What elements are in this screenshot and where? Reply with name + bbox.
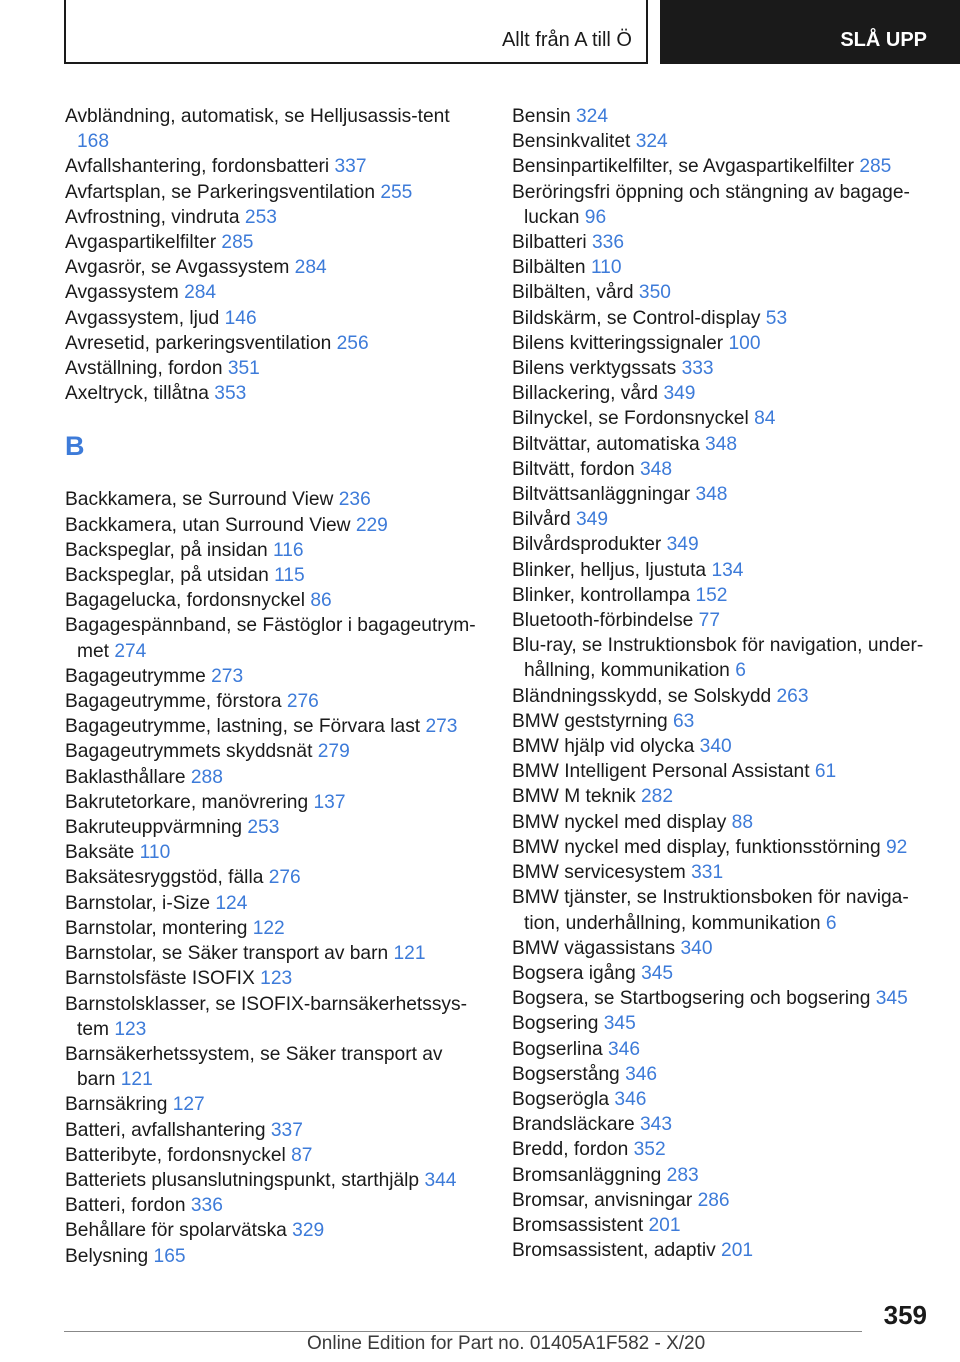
index-entry bbox=[65, 992, 485, 1042]
index-entry-text: Avfrostning, vindruta bbox=[65, 206, 245, 228]
index-entry bbox=[65, 966, 485, 991]
index-entry bbox=[512, 759, 932, 784]
index-entry bbox=[512, 180, 932, 230]
index-entry-text: Batteriets plusanslutningspunkt, starthjälp bbox=[65, 1169, 425, 1191]
page-reference-link[interactable]: 346 bbox=[625, 1063, 658, 1085]
page-reference-link[interactable]: 276 bbox=[268, 867, 301, 889]
index-entry-text: Bromsanläggning bbox=[512, 1164, 667, 1186]
index-entry bbox=[65, 840, 485, 865]
index-entry bbox=[512, 230, 932, 255]
index-entry bbox=[512, 633, 932, 683]
index-entry-text: Barnstolsklasser, se ISOFIX-barnsäkerhetssys-tem bbox=[65, 993, 468, 1040]
index-entry bbox=[65, 765, 485, 790]
index-entry bbox=[65, 180, 485, 205]
page-reference-link[interactable]: 346 bbox=[614, 1088, 647, 1110]
page-reference-link[interactable]: 351 bbox=[227, 358, 260, 380]
page-reference-link[interactable]: 324 bbox=[635, 131, 668, 153]
page-reference-link[interactable]: 263 bbox=[776, 685, 809, 707]
index-entry-text: BMW hjälp vid olycka bbox=[512, 736, 700, 758]
index-entry-text: Biltvätt, fordon bbox=[512, 458, 640, 480]
index-entry bbox=[512, 306, 932, 331]
index-entry bbox=[65, 941, 485, 966]
index-entry-text: Bensin bbox=[512, 106, 576, 127]
page-reference-link[interactable]: 340 bbox=[680, 937, 713, 959]
page-reference-link[interactable]: 336 bbox=[591, 232, 624, 254]
index-entry-text: Avgassystem, ljud bbox=[65, 307, 225, 329]
page-reference-link[interactable]: 340 bbox=[699, 736, 732, 758]
index-entry-text: Backkamera, utan Surround View bbox=[65, 514, 356, 536]
page-reference-link[interactable]: 229 bbox=[355, 514, 388, 536]
index-entry bbox=[65, 538, 485, 563]
index-entry-text: Bakruteuppvärmning bbox=[65, 817, 248, 839]
index-entry bbox=[65, 1042, 485, 1092]
index-entry bbox=[512, 129, 932, 154]
index-entry-text: Avfartsplan, se Parkeringsventilation bbox=[65, 181, 381, 203]
index-entry bbox=[512, 280, 932, 305]
index-entry-text: Avgaspartikelfilter bbox=[65, 232, 222, 254]
index-entry-text: Bilens verktygssats bbox=[512, 358, 682, 380]
index-entry-text: Avbländning, automatisk, se Helljusassis-tent bbox=[65, 106, 450, 127]
index-entry bbox=[65, 1143, 485, 1168]
page-reference-link[interactable]: 110 bbox=[590, 257, 622, 279]
page-reference-link[interactable]: 344 bbox=[424, 1169, 457, 1191]
index-entry-text: Barnstolar, se Säker transport av barn bbox=[65, 943, 394, 965]
index-a-to-o-link[interactable]: Allt från A till Ö bbox=[501, 29, 632, 51]
index-entry bbox=[512, 885, 932, 935]
index-entry bbox=[512, 784, 932, 809]
page-reference-link[interactable]: 84 bbox=[754, 408, 776, 430]
page-reference-link[interactable]: 53 bbox=[765, 307, 788, 329]
index-entry-text: Bilbatteri bbox=[512, 232, 592, 254]
page-reference-link[interactable]: 353 bbox=[214, 383, 247, 405]
index-entry bbox=[512, 154, 932, 179]
index-entry-text: Bilnyckel, se Fordonsnyckel bbox=[512, 408, 755, 430]
index-entry bbox=[65, 1168, 485, 1193]
index-entry bbox=[512, 709, 932, 734]
footer-edition-text: Online Edition for Part no. 01405A1F582 - X/20 bbox=[307, 1333, 706, 1354]
index-entry bbox=[65, 1244, 485, 1269]
page-reference-link[interactable]: 201 bbox=[648, 1214, 681, 1236]
index-entry-text: Avställning, fordon bbox=[65, 358, 228, 380]
page-reference-link[interactable]: 253 bbox=[247, 817, 280, 839]
index-entry bbox=[512, 507, 932, 532]
index-entry bbox=[512, 1062, 932, 1087]
index-entry-text: Bagageutrymme, lastning, se Förvara last bbox=[65, 716, 426, 738]
index-entry bbox=[512, 482, 932, 507]
page-reference-link[interactable]: 331 bbox=[691, 862, 724, 884]
page-reference-link[interactable]: 273 bbox=[211, 665, 244, 687]
index-entry-text: Bogserögla bbox=[512, 1088, 615, 1110]
index-entry-text: Bromsassistent bbox=[512, 1214, 649, 1236]
index-entry-text: Barnsäkerhetssystem, se Säker transport av barn bbox=[65, 1043, 443, 1091]
index-entry bbox=[512, 961, 932, 986]
index-entry-text: Barnstolsfäste ISOFIX bbox=[65, 968, 261, 990]
page-reference-link[interactable]: 349 bbox=[575, 509, 608, 531]
index-entry-text: Biltvättsanläggningar bbox=[512, 484, 696, 506]
page-reference-link[interactable]: 165 bbox=[153, 1245, 186, 1267]
page-reference-link[interactable]: 279 bbox=[317, 741, 350, 763]
index-entry-text: Bogsering bbox=[512, 1013, 604, 1035]
index-entry bbox=[512, 1037, 932, 1062]
index-entry-text: Bogsera igång bbox=[512, 962, 642, 984]
index-entry bbox=[65, 331, 485, 356]
page-reference-link[interactable]: 329 bbox=[292, 1220, 325, 1242]
index-entry-text: BMW M teknik bbox=[512, 786, 641, 808]
index-column-left bbox=[65, 104, 485, 1269]
index-entry bbox=[65, 664, 485, 689]
index-entry-text: Bensinpartikelfilter, se Avgaspartikelfilter bbox=[512, 156, 860, 178]
lookup-button[interactable] bbox=[660, 0, 960, 64]
index-entry-text: Bensinkvalitet bbox=[512, 131, 636, 153]
index-entry bbox=[65, 563, 485, 588]
index-entry-text: Bromsassistent, adaptiv bbox=[512, 1240, 722, 1262]
index-entry bbox=[512, 1163, 932, 1188]
page-reference-link[interactable]: 255 bbox=[380, 181, 413, 203]
index-entry-text: Bogserlina bbox=[512, 1038, 608, 1060]
index-entry-text: Avresetid, parkeringsventilation bbox=[65, 332, 337, 354]
index-entry bbox=[65, 154, 485, 179]
page-reference-link[interactable]: 77 bbox=[698, 610, 721, 632]
index-entry-text: Batteri, avfallshantering bbox=[65, 1119, 271, 1141]
index-entry-text: Bluetooth-förbindelse bbox=[512, 610, 699, 632]
page-reference-link[interactable]: 285 bbox=[221, 232, 254, 254]
index-entry-text: Bilvård bbox=[512, 509, 576, 531]
page-reference-link[interactable]: 116 bbox=[273, 539, 304, 561]
index-entry-text: BMW tjänster, se Instruktionsboken för naviga-tion, underhållning, kommunikation bbox=[512, 887, 909, 934]
page-reference-link[interactable]: 333 bbox=[681, 358, 714, 380]
index-entry bbox=[65, 356, 485, 381]
page-reference-link[interactable]: 284 bbox=[184, 282, 217, 304]
page-reference-link[interactable]: 336 bbox=[190, 1195, 223, 1217]
index-entry bbox=[512, 835, 932, 860]
index-entry bbox=[65, 714, 485, 739]
index-entry bbox=[512, 583, 932, 608]
index-entry-text: Blinker, helljus, ljustuta bbox=[512, 559, 712, 581]
index-entry-text: Bagagelucka, fordonsnyckel bbox=[65, 590, 311, 612]
index-entry bbox=[65, 1092, 485, 1117]
page-reference-link[interactable]: 110 bbox=[139, 842, 171, 864]
index-entry bbox=[512, 1087, 932, 1112]
index-entry-text: Batteribyte, fordonsnyckel bbox=[65, 1144, 292, 1166]
index-entry-text: Billackering, vård bbox=[512, 383, 664, 405]
index-entry-text: Bromsar, anvisningar bbox=[512, 1189, 698, 1211]
index-entry-text: Baksätesryggstöd, fälla bbox=[65, 867, 269, 889]
page-reference-link[interactable]: 127 bbox=[172, 1094, 205, 1116]
page-reference-link[interactable]: 121 bbox=[120, 1069, 153, 1091]
index-entry bbox=[512, 432, 932, 457]
page-reference-link[interactable]: 124 bbox=[215, 892, 248, 914]
index-entry bbox=[512, 1238, 932, 1263]
page-reference-link[interactable]: 92 bbox=[885, 836, 908, 858]
index-entry-text: Bagageutrymme bbox=[65, 665, 212, 687]
index-entry-text: Bagageutrymmets skyddsnät bbox=[65, 741, 318, 763]
page-reference-link[interactable]: 283 bbox=[666, 1164, 699, 1186]
index-entry-text: BMW nyckel med display bbox=[512, 811, 732, 833]
index-entry-text: Barnsäkring bbox=[65, 1094, 173, 1116]
index-entry bbox=[65, 306, 485, 331]
index-entry-text: Brandsläckare bbox=[512, 1114, 640, 1136]
page-reference-link[interactable]: 348 bbox=[639, 458, 672, 480]
index-entry bbox=[512, 608, 932, 633]
index-entry bbox=[65, 513, 485, 538]
index-entry-text: Belysning bbox=[65, 1245, 154, 1267]
index-entry-text: Bagagespännband, se Fästöglor i bagageutrym-met bbox=[65, 615, 476, 662]
index-entry bbox=[65, 381, 485, 406]
page-reference-link[interactable]: 350 bbox=[638, 282, 671, 304]
index-entry-text: Bagageutrymme, förstora bbox=[65, 691, 287, 713]
index-entry-text: BMW servicesystem bbox=[512, 862, 692, 884]
page-reference-link[interactable]: 337 bbox=[334, 156, 367, 178]
index-entry-text: Barnstolar, i-Size bbox=[65, 892, 216, 914]
page-reference-link[interactable]: 345 bbox=[875, 988, 908, 1010]
page-reference-link[interactable]: 122 bbox=[252, 917, 285, 939]
page-reference-link[interactable]: 63 bbox=[673, 710, 695, 732]
index-entry bbox=[512, 1188, 932, 1213]
index-entry bbox=[65, 487, 485, 512]
index-entry-text: Bakrutetorkare, manövrering bbox=[65, 791, 314, 813]
index-entry bbox=[512, 986, 932, 1011]
index-entry-text: BMW nyckel med display, funktionsstörning bbox=[512, 836, 886, 858]
index-entry-text: Bilbälten bbox=[512, 257, 591, 279]
index-entry bbox=[512, 684, 932, 709]
index-entry-text: Backkamera, se Surround View bbox=[65, 489, 339, 511]
index-entry-text: Bredd, fordon bbox=[512, 1139, 634, 1161]
index-entry bbox=[512, 1213, 932, 1238]
page-reference-link[interactable]: 352 bbox=[633, 1139, 666, 1161]
page-reference-link[interactable]: 282 bbox=[641, 786, 674, 808]
page-reference-link[interactable]: 286 bbox=[697, 1189, 730, 1211]
index-entry bbox=[65, 1118, 485, 1143]
page-reference-link[interactable]: 256 bbox=[336, 332, 369, 354]
section-letter: B bbox=[65, 431, 85, 462]
index-entry bbox=[512, 406, 932, 431]
index-entry-text: Barnstolar, montering bbox=[65, 917, 253, 939]
page-reference-link[interactable]: 115 bbox=[274, 565, 305, 587]
index-entry-text: Batteri, fordon bbox=[65, 1195, 191, 1217]
index-entry bbox=[512, 532, 932, 557]
page-reference-link[interactable]: 123 bbox=[260, 968, 293, 990]
index-entry bbox=[65, 790, 485, 815]
index-entry bbox=[512, 381, 932, 406]
index-entry bbox=[512, 558, 932, 583]
index-entry bbox=[65, 588, 485, 613]
page-reference-link[interactable]: 152 bbox=[695, 584, 728, 606]
index-entry bbox=[512, 104, 932, 129]
index-entry bbox=[512, 810, 932, 835]
index-entry bbox=[65, 891, 485, 916]
index-entry bbox=[65, 280, 485, 305]
page-reference-link[interactable]: 123 bbox=[114, 1018, 147, 1040]
index-entry bbox=[65, 104, 485, 154]
index-entry-text: Bilens kvitteringssignaler bbox=[512, 332, 729, 354]
index-entry-text: Backspeglar, på utsidan bbox=[65, 565, 275, 587]
index-entry bbox=[65, 230, 485, 255]
index-entry-text: Bildskärm, se Control-display bbox=[512, 307, 766, 329]
page-reference-link[interactable]: 349 bbox=[663, 383, 696, 405]
page-reference-link[interactable]: 345 bbox=[603, 1013, 636, 1035]
page-reference-link[interactable]: 86 bbox=[310, 590, 332, 612]
index-entry-text: Bogsera, se Startbogsering och bogsering bbox=[512, 988, 876, 1010]
page-reference-link[interactable]: 87 bbox=[291, 1144, 313, 1166]
page-reference-link[interactable]: 288 bbox=[190, 766, 223, 788]
index-entry-text: Avgassystem bbox=[65, 282, 185, 304]
index-entry bbox=[65, 205, 485, 230]
page-reference-link[interactable]: 285 bbox=[859, 156, 892, 178]
index-entry-text: Baklasthållare bbox=[65, 766, 191, 788]
index-entry bbox=[65, 865, 485, 890]
page-reference-link[interactable]: 345 bbox=[641, 962, 674, 984]
index-entry-text: Baksäte bbox=[65, 842, 140, 864]
index-entry-text: BMW geststyrning bbox=[512, 710, 674, 732]
page-reference-link[interactable]: 337 bbox=[270, 1119, 303, 1141]
index-entry-text: Avfallshantering, fordonsbatteri bbox=[65, 156, 335, 178]
page-number: 359 bbox=[883, 1300, 927, 1330]
page-reference-link[interactable]: 134 bbox=[711, 559, 744, 581]
index-entry bbox=[65, 916, 485, 941]
index-entry-text: Backspeglar, på insidan bbox=[65, 539, 273, 561]
page-reference-link[interactable]: 343 bbox=[639, 1114, 672, 1136]
index-entry bbox=[65, 815, 485, 840]
index-entry bbox=[512, 255, 932, 280]
index-entry-text: Bilbälten, vård bbox=[512, 282, 639, 304]
index-entry bbox=[65, 689, 485, 714]
index-entry bbox=[512, 457, 932, 482]
page-reference-link[interactable]: 100 bbox=[728, 332, 761, 354]
index-entry-text: Avgasrör, se Avgassystem bbox=[65, 257, 295, 279]
page-reference-link[interactable]: 6 bbox=[735, 660, 746, 682]
page-reference-link[interactable]: 137 bbox=[313, 791, 346, 813]
header-tab-frame bbox=[64, 0, 648, 64]
page-reference-link[interactable]: 346 bbox=[608, 1038, 641, 1060]
page-reference-link[interactable]: 276 bbox=[286, 691, 319, 713]
page-reference-link[interactable]: 6 bbox=[825, 912, 837, 934]
index-entry bbox=[512, 356, 932, 381]
index-entry bbox=[512, 331, 932, 356]
index-entry bbox=[65, 1218, 485, 1243]
page-reference-link[interactable]: 348 bbox=[695, 484, 728, 506]
index-entry-text: BMW vägassistans bbox=[512, 937, 681, 959]
index-entry bbox=[512, 1137, 932, 1162]
page-reference-link[interactable]: 201 bbox=[721, 1240, 754, 1262]
index-entry bbox=[512, 734, 932, 759]
index-entry bbox=[65, 255, 485, 280]
page-reference-link[interactable]: 121 bbox=[393, 943, 426, 965]
index-entry bbox=[65, 739, 485, 764]
page-reference-link[interactable]: 284 bbox=[294, 257, 327, 279]
page-reference-link[interactable]: 273 bbox=[425, 716, 458, 738]
index-entry bbox=[65, 613, 485, 663]
page-reference-link[interactable]: 146 bbox=[224, 307, 257, 329]
index-entry bbox=[512, 1112, 932, 1137]
index-column-right bbox=[512, 104, 932, 1263]
index-entry-text: Behållare för spolarvätska bbox=[65, 1220, 293, 1242]
page-reference-link[interactable]: 61 bbox=[814, 761, 837, 783]
index-entry bbox=[512, 1011, 932, 1036]
index-entry-text: Bländningsskydd, se Solskydd bbox=[512, 685, 777, 707]
page-reference-link[interactable]: 348 bbox=[705, 433, 738, 455]
page-reference-link[interactable]: 324 bbox=[576, 106, 609, 127]
index-entry-text: Axeltryck, tillåtna bbox=[65, 383, 215, 405]
page-reference-link[interactable]: 168 bbox=[77, 131, 110, 153]
page-reference-link[interactable]: 88 bbox=[731, 811, 753, 833]
index-entry-text: Bogserstång bbox=[512, 1063, 626, 1085]
page-reference-link[interactable]: 96 bbox=[584, 206, 607, 228]
page-reference-link[interactable]: 236 bbox=[338, 489, 371, 511]
index-entry-text: Beröringsfri öppning och stängning av bagage-luckan bbox=[512, 181, 910, 228]
lookup-button-label: SLÅ UPP bbox=[840, 29, 927, 51]
index-entry-text: Blu-ray, se Instruktionsbok för navigation, under-hållning, kommunikation bbox=[512, 635, 924, 682]
footer-divider bbox=[64, 1331, 862, 1332]
index-entry-text: Bilvårdsprodukter bbox=[512, 534, 667, 556]
index-entry bbox=[512, 936, 932, 961]
index-entry-text: BMW Intelligent Personal Assistant bbox=[512, 761, 815, 783]
page-reference-link[interactable]: 274 bbox=[114, 640, 147, 662]
index-entry bbox=[65, 1193, 485, 1218]
index-entry bbox=[512, 860, 932, 885]
page-reference-link[interactable]: 349 bbox=[666, 534, 699, 556]
index-entry-text: Biltvättar, automatiska bbox=[512, 433, 706, 455]
index-entry-text: Blinker, kontrollampa bbox=[512, 584, 696, 606]
page-reference-link[interactable]: 253 bbox=[244, 206, 277, 228]
